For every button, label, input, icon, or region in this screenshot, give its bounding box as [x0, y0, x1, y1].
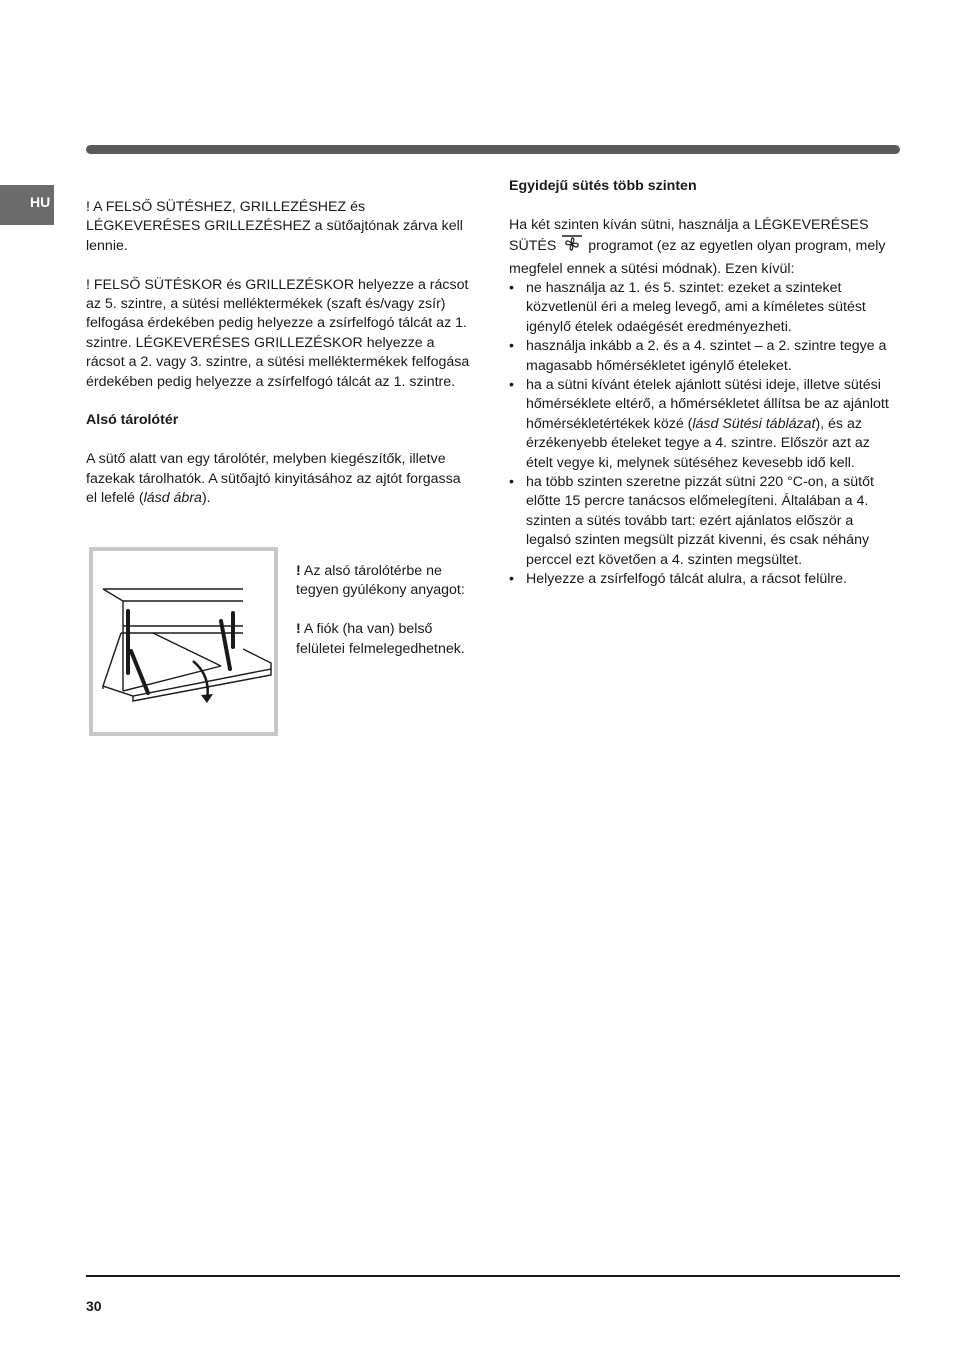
footer-rule [86, 1275, 900, 1277]
rack-position-note: ! FELSŐ SÜTÉSKOR és GRILLEZÉSKOR helyezze a rácsot az 5. szintre, a sütési melléktermékek (szaft és/vagy zsír) felfogása érdekében pedig helyezze a zsírfelfogó tálcát az 1. szintre. LÉGKEVERÉSES GRILLEZÉSKOR helyezze a rácsot a 2. vagy 3. szintre, a sütési melléktermékek felfogása érdekében pedig helyezze a zsírfelfogó tálcát az 1. szintre. [86, 276, 470, 390]
list-item-tail: ), és az érzékenyebb ételeket tegye a 4. szintre. Először azt az ételt vegye ki, melynek sütéséhez kevesebb idő kell. [526, 415, 870, 471]
flammable-warning-text: Az alsó tárolótérbe ne tegyen gyúlékony anyagot: [296, 563, 465, 599]
multilevel-heading: Egyidejű sütés több szinten [509, 178, 697, 194]
drawer-drawing [93, 551, 274, 732]
list-item-text: ha a sütni kívánt ételek ajánlott sütési ideje, illetve sütési hőmérséklete eltérő, a hőmérsékletet állítsa be az ajánlott hőmérsékletértékek közé ( [526, 377, 889, 432]
storage-heading: Alsó tárolótér [86, 412, 179, 429]
hot-drawer-warning [296, 620, 466, 659]
storage-text-end: ). [201, 490, 211, 507]
storage-text-ref: lásd ábra [143, 490, 202, 507]
flammable-warning [296, 562, 466, 601]
list-item: • ne használja az 1. és 5. szintet: ezeket a szinteket közvetlenül éri a meleg levegő, ami a kíméletes sütést igénylő ételek odaégését eredményezheti. [509, 279, 889, 337]
multilevel-intro [509, 216, 889, 279]
header-bar [86, 145, 900, 154]
door-closed-note: ! A FELSŐ SÜTÉSHEZ, GRILLEZÉSHEZ és LÉGKEVERÉSES GRILLEZÉSHEZ a sütőajtónak zárva kell lennie. [86, 199, 463, 254]
list-item: • használja inkább a 2. és a 4. szintet – a 2. szintre tegye a magasabb hőmérsékletet igénylő ételeket. [509, 337, 889, 376]
list-item [509, 376, 889, 473]
intro-text-end: programot (ez az egyetlen olyan program, mely megfelel ennek a sütési módnak). Ezen kívül: [509, 238, 886, 277]
intro-text-start: Ha két szinten kíván sütni, használja a LÉGKEVERÉSES SÜTÉS [509, 216, 869, 255]
baking-table-ref: lásd Sütési táblázat [692, 415, 816, 432]
warning-mark: ! [296, 621, 301, 638]
hot-drawer-warning-text: A fiók (ha van) belső felületei felmelegedhetnek. [296, 621, 465, 657]
storage-text-start: A sütő alatt van egy tárolótér, melyben kiegészítők, illetve fazekak tárolhatók. A sütőajtó kinyitásához az ajtót forgassa el lefelé ( [86, 451, 461, 507]
list-item: • Helyezze a zsírfelfogó tálcát alulra, a rácsot felülre. [509, 570, 889, 589]
storage-paragraph [86, 450, 471, 508]
fan-icon [562, 235, 582, 259]
warning-mark: ! [296, 563, 301, 579]
multilevel-tips-list [509, 279, 889, 590]
list-item: • ha több szinten szeretne pizzát sütni 220 °C-on, a sütőt előtte 15 percre tanácsos előmelegíteni. Általában a 4. szinten a sütés tovább tart: ezért ajánlatos először a legalsó szinten megsült pizzát kivenni, és csak néhány perccel ezt követően a 4. szinten megsültet. [509, 473, 889, 570]
left-column [86, 198, 471, 508]
page-number: 30 [86, 1298, 102, 1314]
right-column [509, 177, 889, 590]
figure-notes [296, 562, 466, 659]
language-tab: HU [0, 185, 54, 225]
storage-drawer-illustration [89, 547, 278, 736]
